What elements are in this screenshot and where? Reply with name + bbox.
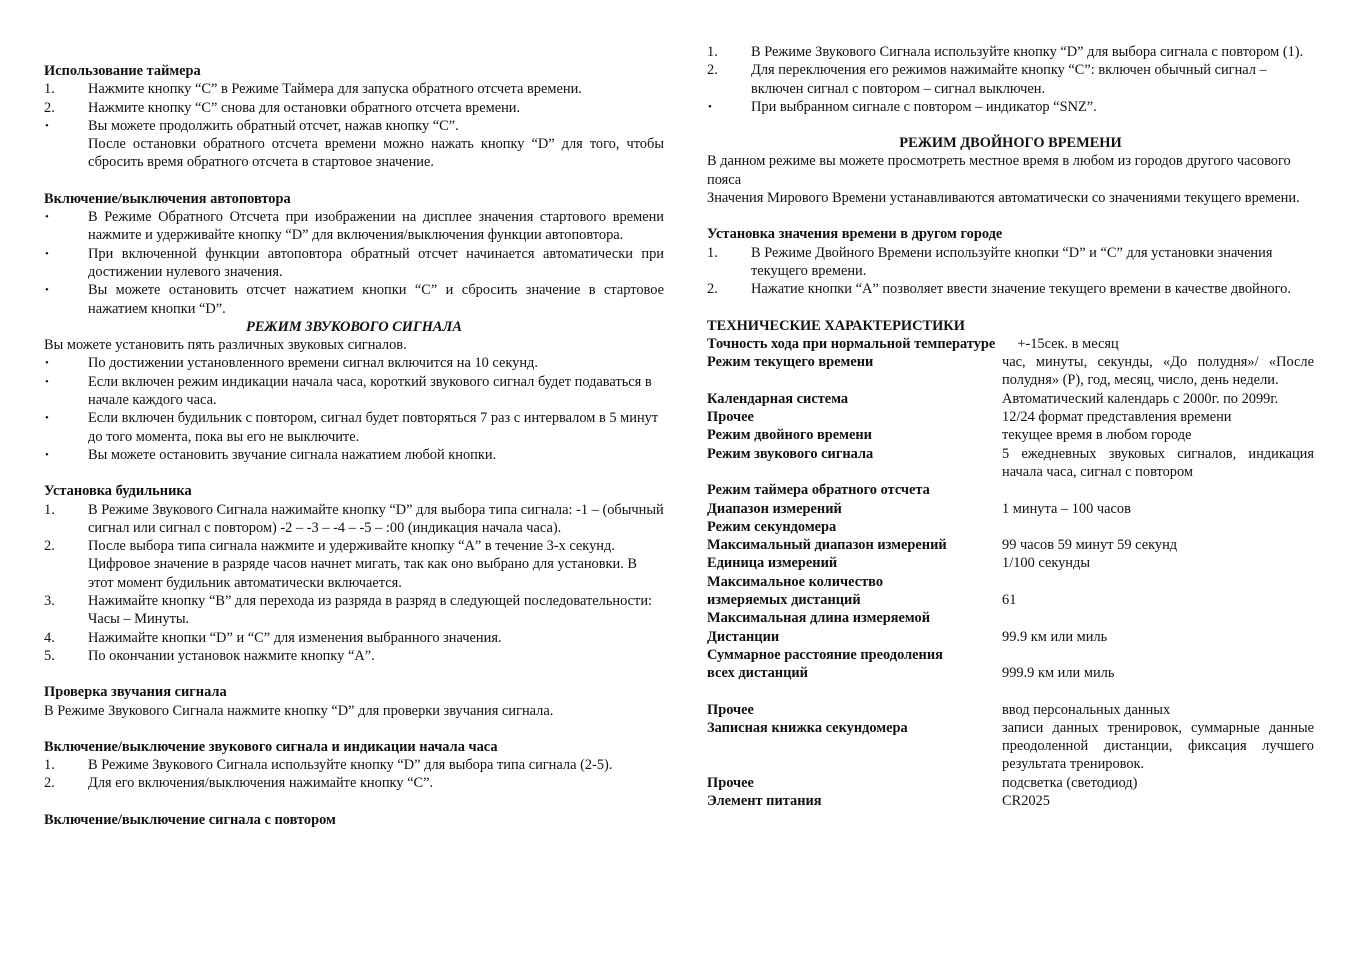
spec-key: всех дистанций [707, 665, 808, 682]
spec-value: 1/100 секунды [1002, 555, 1091, 572]
spec-key: Записная книжка секундомера [707, 719, 908, 736]
list-item: 2. Нажатие кнопки “A” позволяет ввести значение текущего времени в качестве двойного. [707, 281, 1291, 298]
snooze-list [707, 43, 1314, 116]
alarm-mode-list [44, 354, 664, 464]
alarm-test-text: В Режиме Звукового Сигнала нажмите кнопку “D” для проверки звучания сигнала. [44, 702, 554, 719]
spec-value: час, минуты, секунды, «До полудня»/ «После полудня» (P), год, месяц, число, день недели. [1002, 354, 1314, 389]
list-item: • Если включен режим индикации начала часа, короткий звукового сигнал будет подаваться в начале каждого часа. [45, 373, 652, 409]
spec-value: 5 ежедневных звуковых сигналов, индикация начала часа, сигнал с повтором [1002, 445, 1314, 480]
alarm-mode-heading: РЕЖИМ ЗВУКОВОГО СИГНАЛА [246, 318, 462, 335]
timer-usage-list [44, 80, 664, 171]
list-item: 2. После выбора типа сигнала нажмите и удерживайте кнопку “A” в течение 3-х секунд. Цифровое значение в разряде часов начнет мигать, так как оно выбрано для установки. В этот момент будильник автоматически включается. [44, 538, 638, 591]
list-item: 2. Для его включения/выключения нажимайте кнопку “C”. [44, 775, 434, 792]
spec-value: 99 часов 59 минут 59 секунд [1002, 537, 1178, 554]
spec-key: Прочее [707, 409, 754, 426]
timer-usage-heading: Использование таймера [44, 63, 201, 79]
list-item: • Вы можете остановить звучание сигнала нажатием любой кнопки. [45, 446, 497, 463]
left-column [44, 0, 664, 829]
spec-key: Режим двойного времени [707, 427, 872, 444]
list-item: • По достижении установленного времени сигнал включится на 10 секунд. [45, 355, 538, 372]
spec-key: Единица измерений [707, 555, 838, 572]
autorepeat-list [44, 208, 664, 318]
spec-value: Автоматический календарь с 2000г. по 2099г. [1002, 390, 1279, 407]
spec-key: Дистанции [707, 628, 780, 645]
spec-value [1002, 609, 1314, 627]
alarm-setting-heading: Установка будильника [44, 483, 192, 500]
spec-key: Календарная система [707, 390, 849, 407]
spec-key: измеряемых дистанций [707, 592, 861, 609]
spec-key: Режим текущего времени [707, 354, 874, 371]
hourly-chime-list [44, 756, 664, 793]
snooze-heading: Включение/выключение сигнала с повтором [44, 811, 336, 828]
dual-time-text-2: Значения Мирового Времени устанавливаются автоматически со значениями текущего времени. [707, 190, 1300, 207]
alarm-test-heading: Проверка звучания сигнала [44, 684, 227, 701]
hourly-chime-heading: Включение/выключение звукового сигнала и индикации начала часа [44, 738, 498, 755]
dual-time-text-1: В данном режиме вы можете просмотреть местное время в любом из городов другого часового пояса [707, 153, 1291, 188]
spec-value: записи данных тренировок, суммарные данные преодоленной дистанции, фиксация лучшего результата тренировок. [1002, 719, 1314, 773]
list-item: • Вы можете продолжить обратный отсчет, нажав кнопку “C”. [45, 117, 459, 134]
spec-key: Элемент питания [707, 792, 822, 809]
spec-value: 999.9 км или миль [1002, 665, 1115, 682]
list-item: • При выбранном сигнале с повтором – индикатор “SNZ”. [708, 98, 1097, 115]
spec-value: ввод персональных данных [1002, 701, 1171, 718]
spec-value [1002, 646, 1314, 664]
spec-key: Максимальный диапазон измерений [707, 537, 947, 554]
other-city-heading: Установка значения времени в другом городе [707, 226, 1003, 243]
alarm-mode-intro: Вы можете установить пять различных звуковых сигналов. [44, 337, 407, 354]
spec-key: Прочее [707, 774, 754, 791]
list-item: • В Режиме Обратного Отсчета при изображении на дисплее значения стартового времени нажмите и удерживайте кнопку “D” для включения/выключения функции автоповтора. [45, 209, 664, 244]
list-item: 3. Нажимайте кнопку “B” для перехода из разряда в разряд в следующей последовательности: Часы – Минуты. [44, 593, 653, 628]
alarm-setting-list [44, 501, 664, 666]
spec-value: 61 [1002, 592, 1017, 609]
spec-value: 1 минута – 100 часов [1002, 500, 1131, 517]
spec-value: подсветка (светодиод) [1002, 774, 1138, 791]
right-column [707, 0, 1314, 810]
list-item: 2. Нажмите кнопку “C” снова для остановки обратного отсчета времени. [44, 99, 521, 116]
list-item: 1. В Режиме Звукового Сигнала нажимайте кнопку “D” для выбора типа сигнала: -1 – (обычный сигнал или сигнал с повтором) -2 – -3 – -4 – -5 – :00 (индикация начала часа). [44, 501, 664, 536]
spec-key: Диапазон измерений [707, 500, 842, 517]
spec-value: CR2025 [1002, 792, 1050, 809]
spec-value: +-15сек. в месяц [1017, 335, 1119, 352]
spec-key: Режим секундомера [707, 518, 837, 535]
spec-key: Режим звукового сигнала [707, 445, 874, 462]
spec-key: Прочее [707, 701, 754, 718]
spec-key: Режим таймера обратного отсчета [707, 482, 930, 499]
spec-value: 99.9 км или миль [1002, 628, 1108, 645]
spec-key: Точность хода при нормальной температуре [707, 335, 996, 352]
spec-value: 12/24 формат представления времени [1002, 409, 1232, 426]
tech-specs-heading: ТЕХНИЧЕСКИЕ ХАРАКТЕРИСТИКИ [707, 317, 965, 334]
list-item: 5. По окончании установок нажмите кнопку “A”. [44, 647, 375, 664]
spec-value [1002, 481, 1314, 499]
other-city-list [707, 244, 1314, 299]
timer-note: После остановки обратного отсчета времени можно нажать кнопку “D” для того, чтобы сбросить время обратного отсчета в стартовое значение. [88, 136, 664, 171]
list-item: • Вы можете остановить отсчет нажатием кнопки “C” и сбросить значение в стартовое нажатием кнопки “D”. [45, 282, 664, 317]
list-item: 1. В Режиме Звукового Сигнала используйте кнопку “D” для выбора сигнала с повтором (1). [707, 44, 1304, 60]
spec-key: Суммарное расстояние преодоления [707, 646, 943, 663]
list-item: 1. Нажмите кнопку “C” в Режиме Таймера для запуска обратного отсчета времени. [44, 81, 582, 98]
list-item: 1. В Режиме Звукового Сигнала используйте кнопку “D” для выбора типа сигнала (2-5). [44, 757, 613, 774]
spec-value: текущее время в любом городе [1002, 427, 1192, 444]
specs-table [707, 353, 1314, 810]
list-item: 4. Нажимайте кнопки “D” и “C” для изменения выбранного значения. [44, 629, 502, 646]
spec-value [1002, 518, 1314, 536]
list-item: • Если включен будильник с повтором, сигнал будет повторяться 7 раз с интервалом в 5 минут до того момента, пока вы его не выключите. [45, 410, 659, 445]
dual-time-heading: РЕЖИМ ДВОЙНОГО ВРЕМЕНИ [899, 135, 1122, 152]
accuracy-row [707, 335, 1314, 353]
spec-key: Максимальное количество [707, 573, 884, 590]
autorepeat-heading: Включение/выключения автоповтора [44, 190, 291, 207]
list-item: 1. В Режиме Двойного Времени используйте кнопки “D” и “C” для установки значения текущего времени. [707, 244, 1273, 279]
spec-value [1002, 573, 1314, 591]
spec-key: Максимальная длина измеряемой [707, 610, 931, 627]
list-item: • При включенной функции автоповтора обратный отсчет начинается автоматически при достижении нулевого значения. [45, 245, 664, 280]
list-item: 2. Для переключения его режимов нажимайте кнопку “C”: включен обычный сигнал – включен сигнал с повтором – сигнал выключен. [707, 62, 1267, 97]
